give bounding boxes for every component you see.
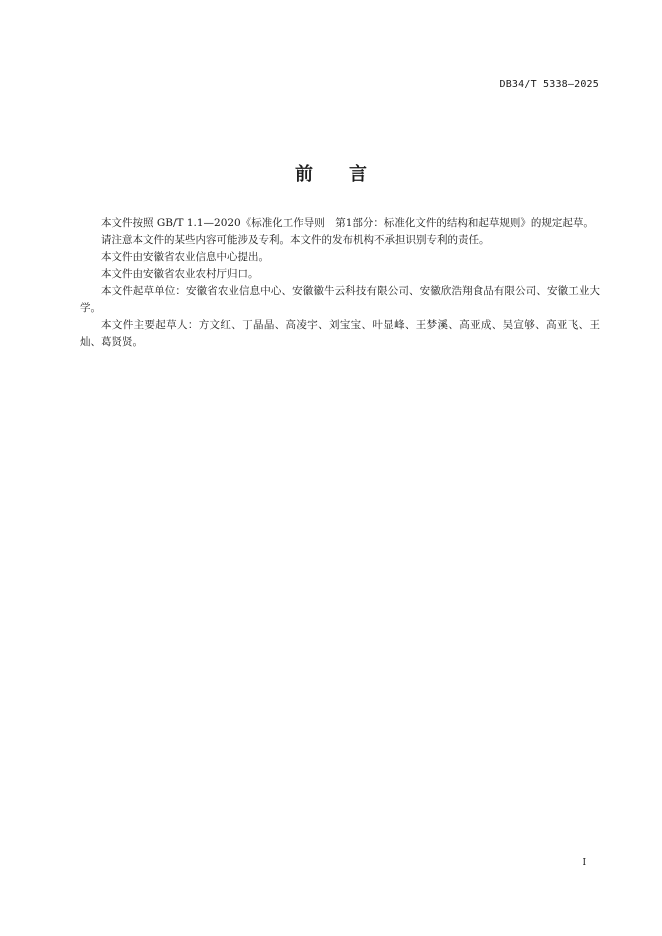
paragraph-drafting-units: 本文件起草单位：安徽省农业信息中心、安徽徽牛云科技有限公司、安徽欣浩翔食品有限公司、安徽工业大学。 <box>80 285 600 314</box>
paragraph-proposer: 本文件由安徽省农业信息中心提出。 <box>101 251 269 263</box>
section-title <box>0 160 662 186</box>
paragraph-drafting-basis: 本文件按照 GB/T 1.1—2020《标准化工作导则 第1部分：标准化文件的结构和起草规则》的规定起草。 <box>101 217 594 229</box>
document-code: DB34/T 5338—2025 <box>499 79 599 90</box>
title-char-1: 前 <box>295 164 313 185</box>
page-number: I <box>582 858 586 868</box>
paragraph-patent-notice: 请注意本文件的某些内容可能涉及专利。本文件的发布机构不承担识别专利的责任。 <box>101 234 490 246</box>
paragraph-drafters: 本文件主要起草人：方文红、丁晶晶、高凌宇、刘宝宝、叶显峰、王梦溪、高亚成、吴宣够、高亚飞、王灿、葛贤贤。 <box>80 319 600 348</box>
title-char-2: 言 <box>349 164 367 185</box>
paragraph-administrator: 本文件由安徽省农业农村厅归口。 <box>101 268 259 280</box>
foreword-body <box>80 215 600 351</box>
